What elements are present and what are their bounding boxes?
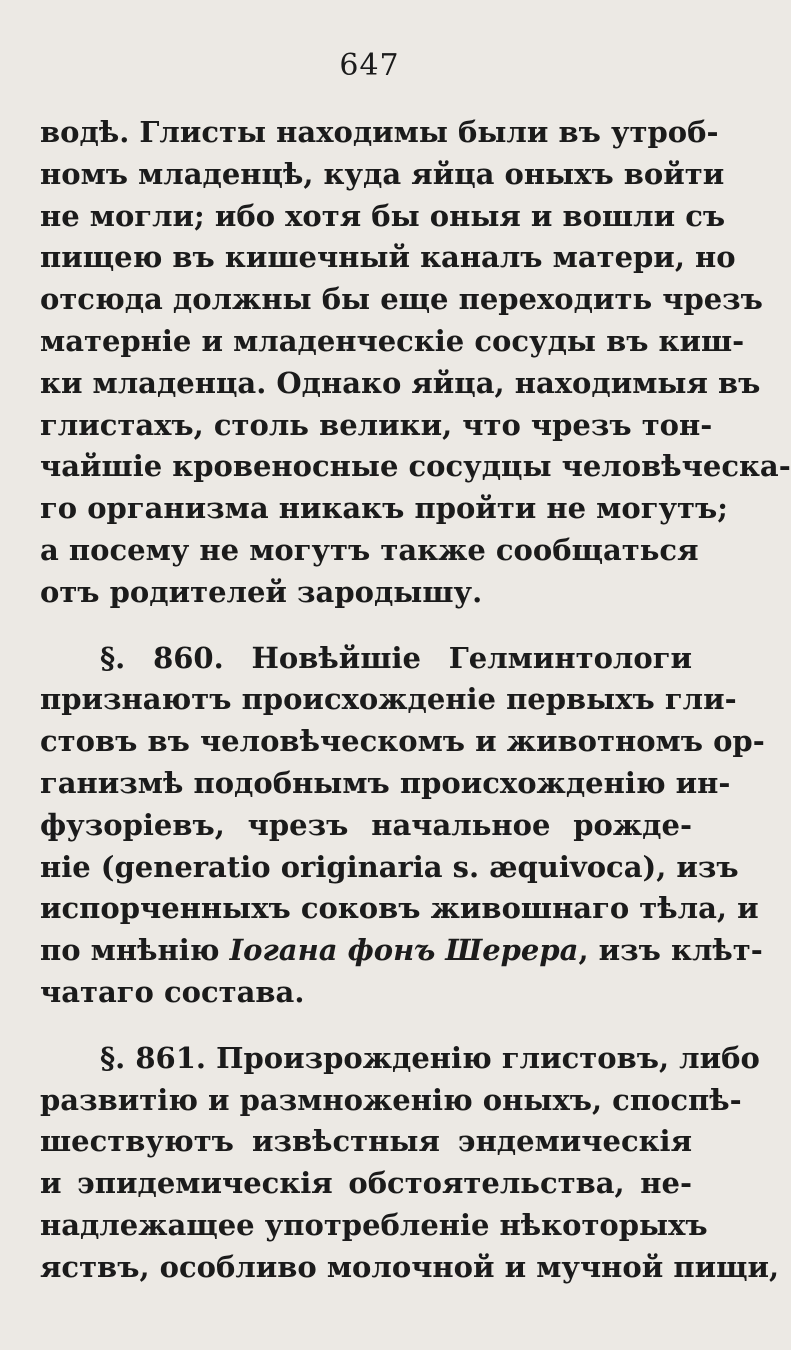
text-line: признаютъ происхожденіе первыхъ гли- xyxy=(40,682,737,717)
text-line: яствъ, особливо молочной и мучной пищи, xyxy=(40,1249,780,1284)
text-line: §. 860. Новѣйшіе Гелминтологи xyxy=(100,640,692,675)
text-line: отсюда должны бы еще переходить чрезъ xyxy=(40,282,763,317)
text-line: а посему не могутъ также сообщаться xyxy=(40,532,699,567)
text-line: надлежащее употребленіе нѣкоторыхъ xyxy=(40,1207,708,1242)
text-line: отъ родителей зародышу. xyxy=(40,574,483,609)
text-line: водѣ. Глисты находимы были въ утроб- xyxy=(40,115,719,149)
text-line: номъ младенцѣ, куда яйца оныхъ войти xyxy=(40,156,725,191)
text-line: матерніе и младенческіе сосуды въ киш- xyxy=(40,323,745,358)
text-line: §. 861. Произрожденію глистовъ, либо xyxy=(100,1040,760,1075)
text-line: глистахъ, столь велики, что чрезъ тон- xyxy=(40,407,713,442)
text-segment: , изъ клѣт- xyxy=(578,933,763,968)
text-line: и эпидемическія обстоятельства, не- xyxy=(40,1166,692,1201)
paragraph-2 xyxy=(40,638,765,1014)
text-line: ганизмѣ подобнымъ происхожденію ин- xyxy=(40,765,731,800)
text-line: го организма никакъ пройти не могутъ; xyxy=(40,491,728,526)
text-line: фузоріевъ, чрезъ начальное рожде- xyxy=(40,807,692,842)
text-line: стовъ въ человѣческомъ и животномъ ор- xyxy=(40,724,765,759)
text-line: чатаго состава. xyxy=(40,974,305,1009)
text-line: шествуютъ извѣстныя эндемическія xyxy=(40,1124,692,1159)
text-line: ки младенца. Однако яйца, находимыя въ xyxy=(40,365,761,400)
text-line: не могли; ибо хотя бы оныя и вошли съ xyxy=(40,198,726,233)
text-line: развитію и размноженію оныхъ, споспѣ- xyxy=(40,1082,742,1117)
paragraph-3 xyxy=(40,1038,780,1289)
text-line: ніе (generatio originaria s. æquivoca), изъ xyxy=(40,849,739,884)
body-text xyxy=(40,112,791,1289)
page-number: 647 xyxy=(339,48,400,83)
paragraph-1 xyxy=(40,112,791,614)
text-line: чайшіе кровеносные сосудцы человѣческа- xyxy=(40,449,791,484)
italic-author-name: Іогана фонъ Шерера xyxy=(229,933,579,968)
text-segment: по мнѣнію xyxy=(40,933,230,968)
text-line-with-italic xyxy=(40,930,763,972)
text-line: пищею въ кишечный каналъ матери, но xyxy=(40,240,736,275)
text-line: испорченныхъ соковъ живошнаго тѣла, и xyxy=(40,891,759,926)
